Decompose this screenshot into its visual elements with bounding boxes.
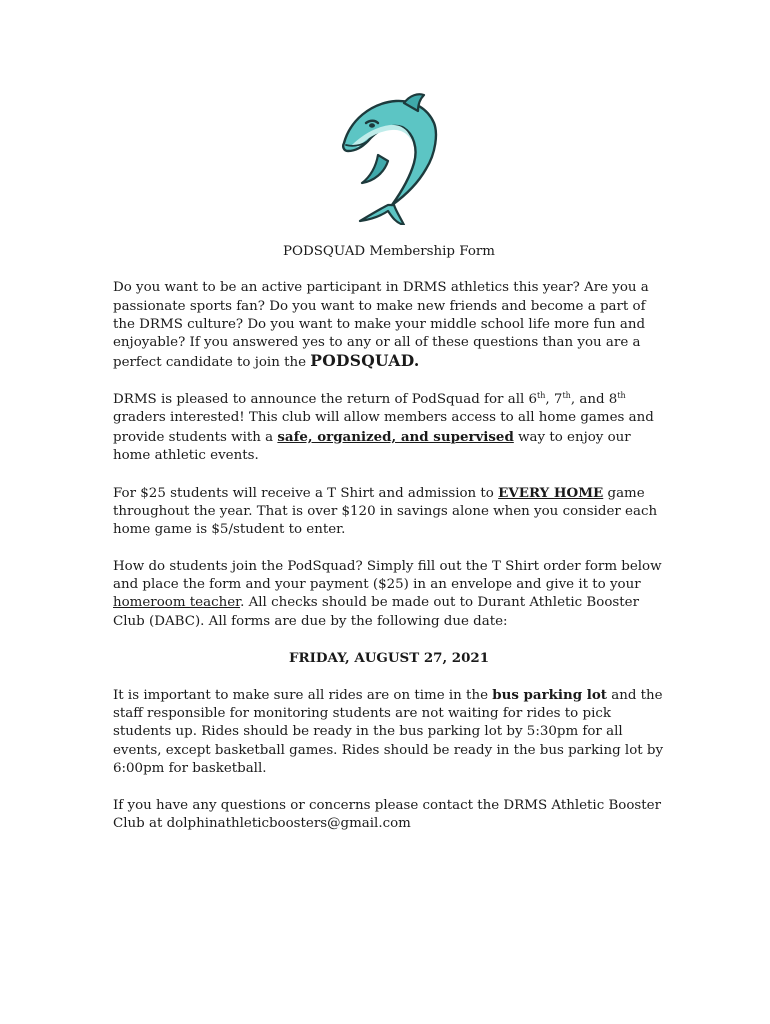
bus-parking-lot-emphasis: bus parking lot xyxy=(492,686,607,703)
every-home-emphasis: EVERY HOME xyxy=(498,484,604,501)
join-paragraph xyxy=(113,558,665,631)
superscript: th xyxy=(537,391,546,401)
announcement-text-a: DRMS is pleased to announce the return of PodSquad for all 6 xyxy=(113,392,538,408)
contact-paragraph: If you have any questions or concerns please contact the DRMS Athletic Booster Club at dolphinathleticboosters@gmail.com xyxy=(113,797,662,831)
price-paragraph xyxy=(113,484,665,540)
page-title: PODSQUAD Membership Form xyxy=(283,244,495,259)
announcement-text-c: , and 8 xyxy=(570,392,618,408)
price-text-b: game throughout the year. That is over $120 in savings alone when you consider each home game is $5/student to enter. xyxy=(113,485,658,538)
announcement-paragraph xyxy=(113,391,665,465)
rides-paragraph xyxy=(113,686,665,778)
homeroom-teacher-emphasis: homeroom teacher xyxy=(113,595,241,611)
podsquad-emphasis: PODSQUAD. xyxy=(310,351,420,371)
dolphin-logo xyxy=(330,93,442,225)
letter-body xyxy=(113,243,665,852)
announcement-text-d: graders interested! This club will allow members access to all home games and provide students with a xyxy=(113,410,654,445)
due-date: FRIDAY, AUGUST 27, 2021 xyxy=(288,650,490,667)
superscript: th xyxy=(617,391,626,401)
announcement-text-e: way to enjoy our home athletic events. xyxy=(113,429,631,463)
intro-text: Do you want to be an active participant in DRMS athletics this year? Are you a passionate sports fan? Do you want to make new friends and become a part of the DRMS culture? Do you want to make your middle school life more fun and enjoyable? If you answered yes to any or all of these questions than you are a perfect candidate to join the xyxy=(113,280,649,371)
announcement-text-b: , 7 xyxy=(545,392,563,408)
rides-text-a: It is important to make sure all rides are on time in the xyxy=(113,687,493,703)
price-text-a: For $25 students will receive a T Shirt and admission to xyxy=(113,485,499,501)
join-text-a: How do students join the PodSquad? Simply fill out the T Shirt order form below and place the form and your payment ($25) in an envelope and give it to your xyxy=(113,558,662,593)
join-text-b: . All checks should be made out to Durant Athletic Booster Club (DABC). All forms are due by the following due date: xyxy=(113,595,639,629)
intro-paragraph xyxy=(113,279,665,372)
superscript: th xyxy=(562,391,571,401)
safe-organized-emphasis: safe, organized, and supervised xyxy=(277,428,514,445)
rides-text-b: and the staff responsible for monitoring students are not waiting for rides to pick students up. Rides should be ready in the bus parking lot by 5:30pm for all events, except basketball games. Rides should be ready in the bus parking lot by 6:00pm for basketball. xyxy=(113,687,664,777)
